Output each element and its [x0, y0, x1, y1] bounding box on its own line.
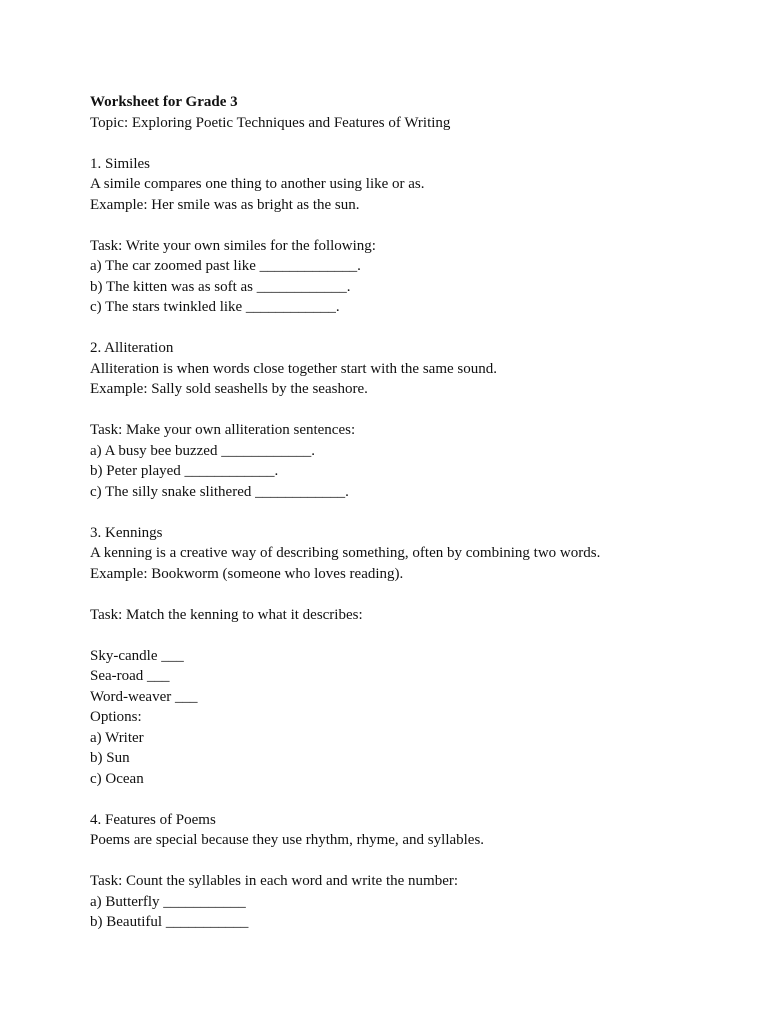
worksheet-topic: Topic: Exploring Poetic Techniques and Features of Writing [90, 114, 451, 131]
similes-item: c) The stars twinkled like ____________. [90, 299, 340, 315]
alliteration-definition: Alliteration is when words close together start with the same sound. [90, 360, 497, 377]
section-heading-similes: 1. Similes [90, 155, 151, 172]
spacer [90, 215, 710, 236]
kennings-definition: A kenning is a creative way of describing something, often by combining two words. [90, 545, 601, 561]
kenning-option: c) Ocean [90, 770, 144, 787]
worksheet-page [90, 92, 710, 933]
spacer [90, 318, 710, 339]
section-heading-alliteration: 2. Alliteration [90, 340, 174, 356]
spacer [90, 584, 710, 605]
similes-item: b) The kitten was as soft as ____________. [90, 278, 351, 295]
alliteration-example: Example: Sally sold seashells by the seashore. [90, 381, 368, 397]
section-heading-features: 4. Features of Poems [90, 811, 216, 828]
spacer [90, 625, 710, 646]
spacer [90, 502, 710, 523]
similes-example: Example: Her smile was as bright as the sun. [90, 196, 360, 213]
alliteration-item: c) The silly snake slithered ____________. [90, 483, 349, 500]
features-definition: Poems are special because they use rhythm, rhyme, and syllables. [90, 832, 485, 848]
kennings-example: Example: Bookworm (someone who loves reading). [90, 565, 404, 582]
similes-item: a) The car zoomed past like _____________. [90, 258, 361, 274]
kenning-item: Word-weaver ___ [90, 688, 198, 705]
kennings-task: Task: Match the kenning to what it describes: [90, 606, 363, 623]
features-task: Task: Count the syllables in each word and write the number: [90, 873, 459, 889]
spacer [90, 400, 710, 421]
features-item: b) Beautiful ___________ [90, 914, 249, 930]
alliteration-item: a) A busy bee buzzed ____________. [90, 442, 315, 459]
kenning-option: b) Sun [90, 750, 130, 766]
kenning-item: Sea-road ___ [90, 668, 170, 684]
kenning-option: a) Writer [90, 729, 144, 746]
spacer [90, 789, 710, 810]
features-item: a) Butterfly ___________ [90, 893, 246, 910]
worksheet-title: Worksheet for Grade 3 [90, 94, 238, 110]
spacer [90, 133, 710, 154]
alliteration-task: Task: Make your own alliteration sentences: [90, 422, 356, 438]
spacer [90, 851, 710, 872]
section-heading-kennings: 3. Kennings [90, 524, 163, 541]
alliteration-item: b) Peter played ____________. [90, 463, 279, 479]
similes-task: Task: Write your own similes for the following: [90, 237, 376, 254]
kennings-options-label: Options: [90, 709, 142, 725]
similes-definition: A simile compares one thing to another using like or as. [90, 176, 425, 192]
kenning-item: Sky-candle ___ [90, 647, 184, 664]
